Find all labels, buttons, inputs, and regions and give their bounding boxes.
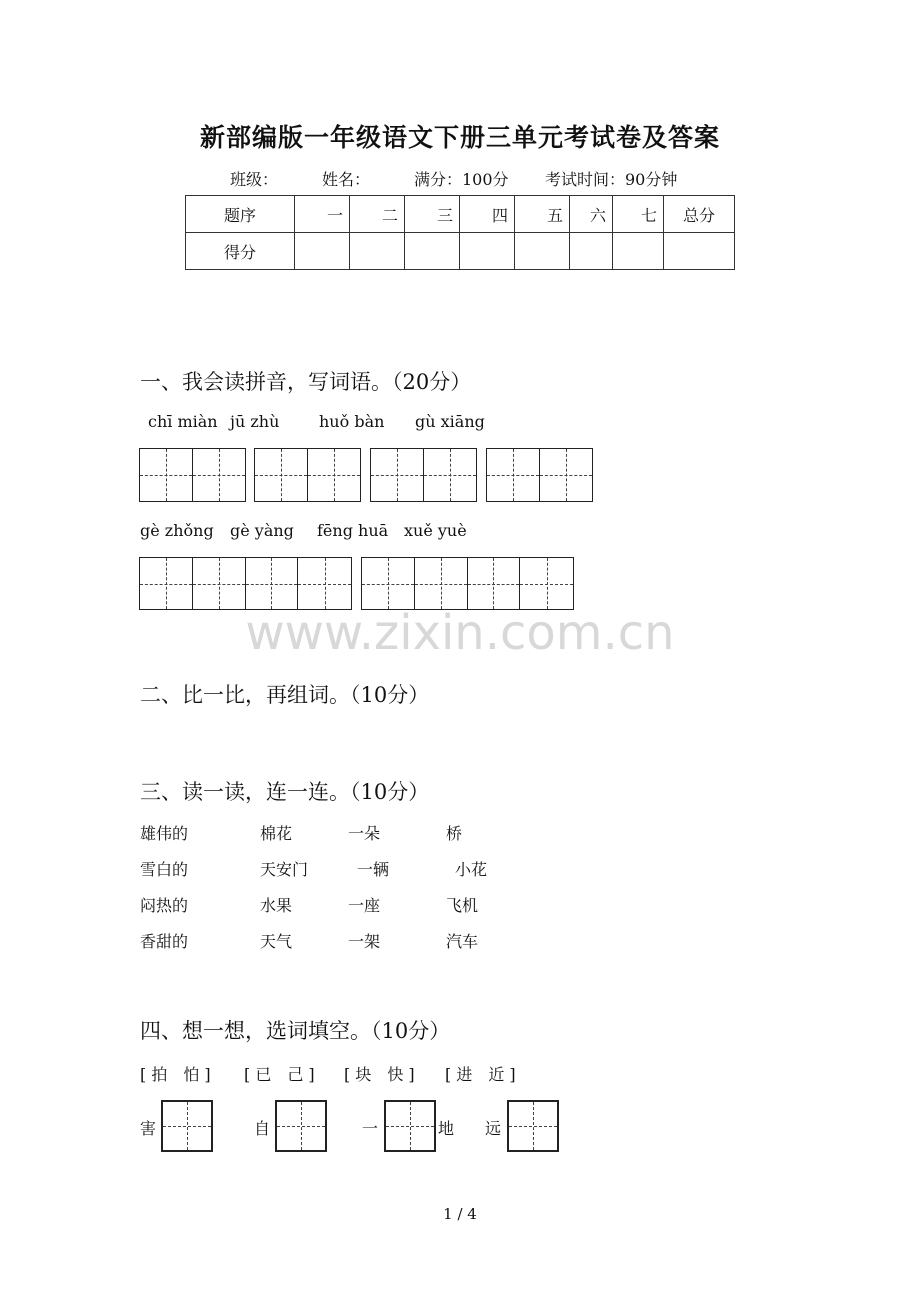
pinyin-label: jū zhù [230, 412, 280, 431]
pinyin-label: fēng huā [317, 521, 389, 540]
fill-box[interactable] [275, 1100, 327, 1152]
pinyin-label: gù xiāng [415, 412, 485, 431]
score-row-label: 得分 [186, 233, 295, 270]
score-header-cell: 总分 [664, 196, 735, 233]
class-label: 班级： [230, 170, 279, 189]
score-header-cell: 一 [295, 196, 350, 233]
match-word: 飞机 [446, 896, 479, 915]
score-header-cell: 七 [613, 196, 664, 233]
pinyin-label: huǒ bàn [319, 412, 385, 431]
match-word: 天安门 [260, 860, 309, 879]
fill-box[interactable] [161, 1100, 213, 1152]
score-cell[interactable] [350, 233, 405, 270]
pinyin-label: xuě yuè [404, 521, 467, 540]
match-word: 汽车 [446, 932, 479, 951]
writing-grid[interactable] [139, 557, 352, 610]
fill-suffix: 地 [438, 1119, 455, 1138]
match-word: 桥 [446, 824, 463, 843]
match-word: 一朵 [348, 824, 381, 843]
score-header-cell: 六 [570, 196, 613, 233]
score-header-cell: 四 [460, 196, 515, 233]
match-word: 一辆 [357, 860, 390, 879]
pinyin-label: chī miàn [148, 412, 218, 431]
match-word: 闷热的 [140, 896, 189, 915]
page-title: 新部编版一年级语文下册三单元考试卷及答案 [199, 123, 720, 152]
score-header-cell: 三 [405, 196, 460, 233]
match-word: 雪白的 [140, 860, 189, 879]
score-header-cell: 五 [515, 196, 570, 233]
score-table-header-row [186, 196, 735, 233]
full-score-label: 满分：100分 [414, 170, 509, 189]
match-word: 一座 [348, 896, 381, 915]
watermark-text: www.zixin.com.cn [245, 605, 675, 661]
fill-box[interactable] [507, 1100, 559, 1152]
match-word: 雄伟的 [140, 824, 189, 843]
choice-pair: [ 已 己 ] [244, 1065, 315, 1084]
pinyin-label: gè zhǒng [140, 521, 214, 540]
score-cell[interactable] [295, 233, 350, 270]
score-table-row [186, 233, 735, 270]
name-label: 姓名： [322, 170, 371, 189]
fill-prefix: 害 [140, 1119, 157, 1138]
match-word: 香甜的 [140, 932, 189, 951]
score-header-cell: 题序 [186, 196, 295, 233]
match-word: 棉花 [260, 824, 293, 843]
section3-heading: 三、读一读，连一连。（10分） [140, 780, 430, 804]
fill-box[interactable] [384, 1100, 436, 1152]
score-cell[interactable] [613, 233, 664, 270]
score-header-cell: 二 [350, 196, 405, 233]
choice-pair: [ 块 快 ] [344, 1065, 415, 1084]
fill-prefix: 一 [362, 1119, 379, 1138]
pinyin-label: gè yàng [230, 521, 294, 540]
writing-grid[interactable] [361, 557, 574, 610]
match-word: 小花 [455, 860, 488, 879]
match-word: 天气 [260, 932, 293, 951]
match-word: 一架 [348, 932, 381, 951]
fill-prefix: 远 [485, 1119, 502, 1138]
choice-pair: [ 进 近 ] [445, 1065, 516, 1084]
score-cell[interactable] [460, 233, 515, 270]
writing-grid[interactable] [254, 448, 361, 502]
score-cell[interactable] [664, 233, 735, 270]
exam-time-label: 考试时间：90分钟 [545, 170, 678, 189]
score-cell[interactable] [570, 233, 613, 270]
score-cell[interactable] [515, 233, 570, 270]
writing-grid[interactable] [370, 448, 477, 502]
page-number: 1 / 4 [443, 1205, 477, 1223]
writing-grid[interactable] [139, 448, 246, 502]
section4-heading: 四、想一想，选词填空。（10分） [140, 1019, 451, 1043]
writing-grid[interactable] [486, 448, 593, 502]
section2-heading: 二、比一比，再组词。（10分） [140, 683, 430, 707]
section1-heading: 一、我会读拼音，写词语。（20分） [140, 370, 472, 394]
choice-pair: [ 拍 怕 ] [140, 1065, 211, 1084]
score-cell[interactable] [405, 233, 460, 270]
fill-prefix: 自 [254, 1119, 271, 1138]
score-table [185, 195, 735, 270]
match-word: 水果 [260, 896, 293, 915]
